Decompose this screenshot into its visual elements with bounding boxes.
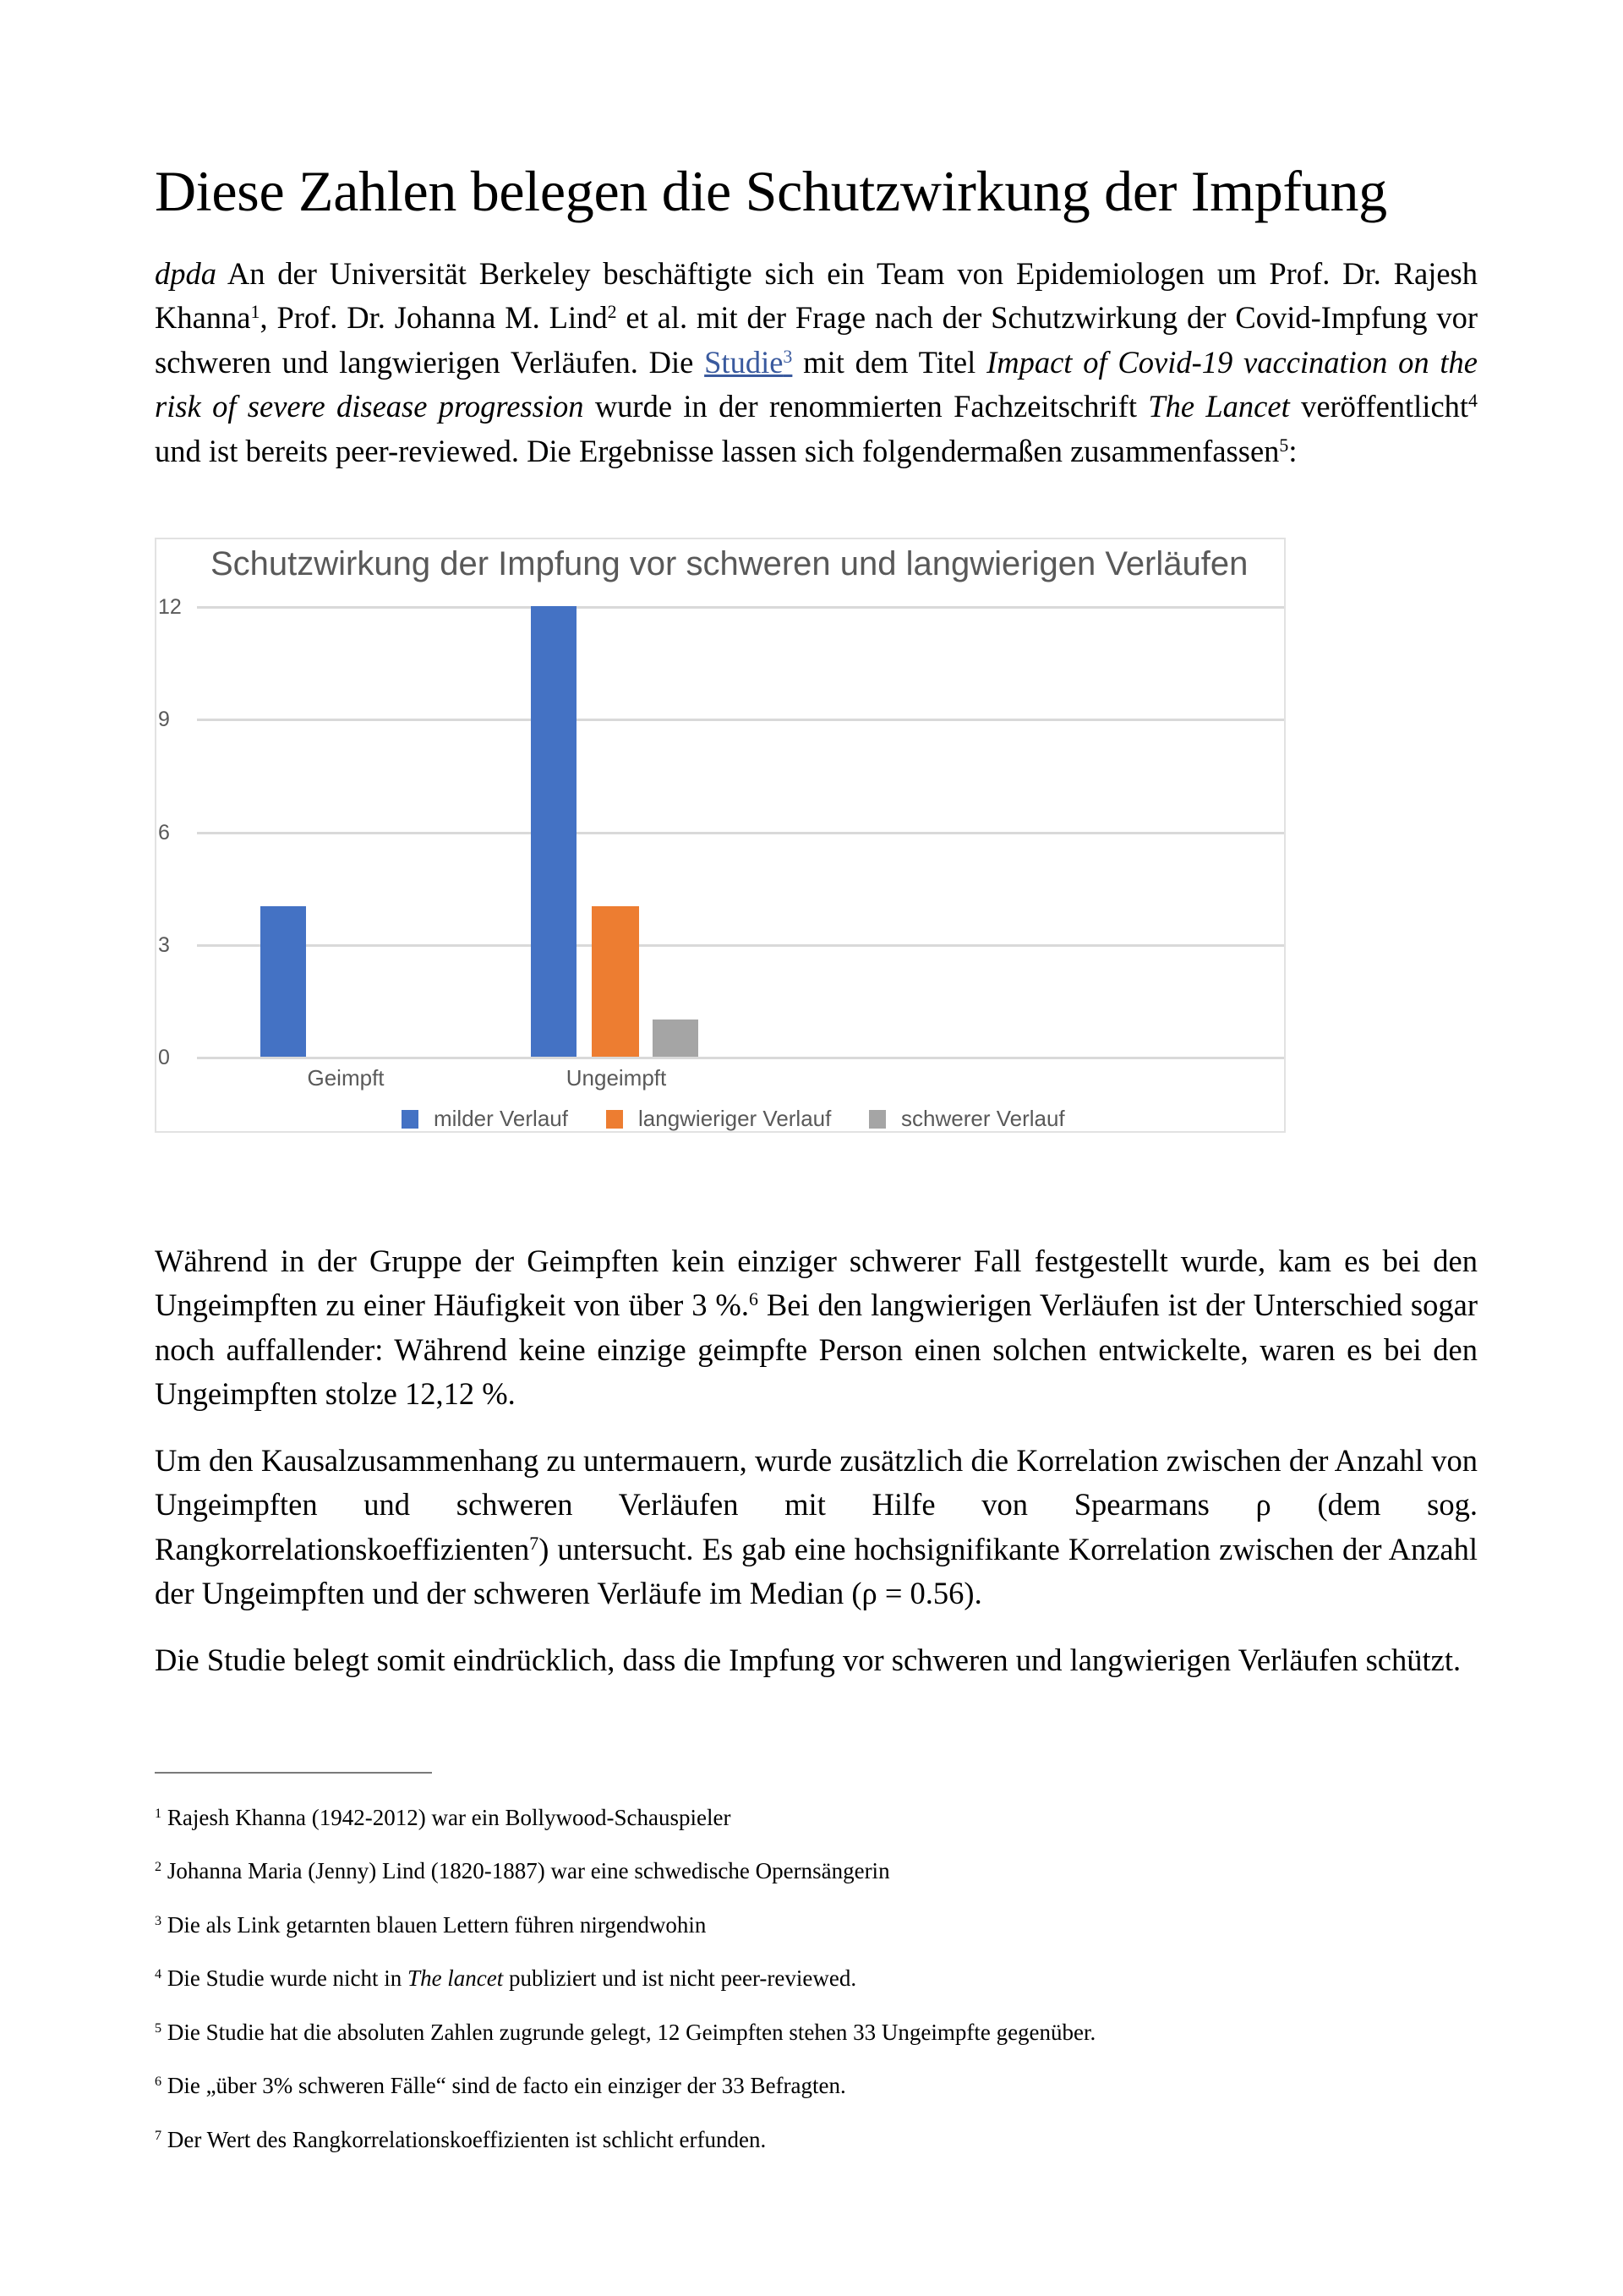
- gridline-9: [197, 719, 1284, 721]
- footnote-ref-1[interactable]: 1: [250, 301, 260, 323]
- chart-title: Schutzwirkung der Impfung vor schweren und langwierigen Verläufen: [210, 545, 1249, 582]
- legend-swatch-gray-icon: [869, 1110, 886, 1129]
- y-tick-0: 0: [158, 1046, 170, 1069]
- gridline-12: [197, 606, 1284, 609]
- footnote-5: $^5$ Die Studie hat die absoluten Zahlen zugrunde gelegt, 12 Geimpften stehen 33 Ungeimpfte gegenüber.: [155, 2020, 1096, 2045]
- correlation-paragraph: Um den Kausalzusammenhang zu untermauern, wurde zusätzlich die Korrelation zwischen der Anzahl von Ungeimpften und schweren Verläufen mit Hilfe von Spearmans ρ (dem sog. Rangkorrelationskoeffizienten$^7$) untersucht. Es gab eine hochsignifikante Korrelation zwischen der Anzahl der Ungeimpften und der schweren Verläufe im Median (ρ = 0.56).: [155, 1443, 1478, 1611]
- footnote-3: $^3$ Die als Link getarnten blauen Lettern führen nirgendwohin: [155, 1912, 707, 1938]
- bar-chart: [155, 538, 1286, 1133]
- x-label-ungeimpft: Ungeimpft: [566, 1065, 667, 1091]
- bar-ungeimpft-schwer: [653, 1020, 698, 1057]
- legend-item-milder: milder Verlauf: [402, 1106, 568, 1132]
- footnote-1: $^1$ Rajesh Khanna (1942-2012) war ein Bollywood-Schauspieler: [155, 1805, 731, 1830]
- footnote-6: $^6$ Die „über 3% schweren Fälle“ sind de facto ein einziger der 33 Befragten.: [155, 2073, 846, 2098]
- footnote-ref-2[interactable]: 2: [607, 301, 617, 323]
- results-paragraph: Während in der Gruppe der Geimpften kein einziger schwerer Fall festgestellt wurde, kam es bei den Ungeimpften zu einer Häufigkeit von über 3 %.$^6$ Bei den langwierigen Verläufen ist der Unterschied sogar noch auffallender: Während keine einzige geimpfte Person einen solchen entwickelte, waren es bei den Ungeimpften stolze 12,12 %.: [155, 1244, 1478, 1412]
- footnote-separator: [155, 1772, 432, 1774]
- gridline-3: [197, 944, 1284, 947]
- journal-name: The Lancet: [1148, 389, 1290, 424]
- y-tick-9: 9: [158, 708, 170, 731]
- footnote-ref-6[interactable]: 6: [748, 1288, 758, 1310]
- y-tick-12: 12: [158, 595, 182, 619]
- x-label-geimpft: Geimpft: [307, 1065, 385, 1091]
- footnote-2: $^2$ Johanna Maria (Jenny) Lind (1820-1887) war eine schwedische Opernsängerin: [155, 1858, 890, 1883]
- footnote-7: $^7$ Der Wert des Rangkorrelationskoeffizienten ist schlicht erfunden.: [155, 2127, 767, 2152]
- chart-legend: [156, 1106, 1284, 1134]
- conclusion-paragraph: Die Studie belegt somit eindrücklich, dass die Impfung vor schweren und langwierigen Verläufen schützt.: [155, 1643, 1462, 1677]
- study-link[interactable]: Studie$^3$: [704, 344, 793, 380]
- source-tag: dpda: [155, 256, 216, 291]
- gridline-0: [197, 1057, 1284, 1059]
- footnote-4: $^4$ Die Studie wurde nicht in The lancet publiziert und ist nicht peer-reviewed.: [155, 1965, 857, 1991]
- bar-geimpft-milder: [260, 906, 306, 1057]
- page-title: Diese Zahlen belegen die Schutzwirkung der Impfung: [155, 159, 1387, 223]
- legend-swatch-blue-icon: [402, 1110, 418, 1129]
- bar-ungeimpft-langwierig: [592, 906, 639, 1057]
- footnote-ref-7[interactable]: 7: [529, 1532, 539, 1554]
- footnote-ref-4[interactable]: 4: [1468, 390, 1478, 412]
- study-title: Impact of Covid-19 vaccination on the risk of severe disease progression: [155, 344, 1478, 424]
- y-tick-3: 3: [158, 933, 170, 957]
- gridline-6: [197, 832, 1284, 834]
- intro-paragraph: dpda An der Universität Berkeley beschäftigte sich ein Team von Epidemiologen um Prof. Dr. Rajesh Khanna$^1$, Prof. Dr. Johanna M. Lind$^2$ et al. mit der Frage nach der Schutzwirkung der Covid-Impfung vor schweren und langwierigen Verläufen. Die Studie$^3$ mit dem Titel Impact of Covid-19 vaccination on the risk of severe disease progression wurde in der renommierten Fachzeitschrift The Lancet veröffentlicht$^4$ und ist bereits peer-reviewed. Die Ergebnisse lassen sich folgendermaßen zusammenfassen$^5$:: [155, 256, 1478, 468]
- y-tick-6: 6: [158, 821, 170, 845]
- legend-swatch-orange-icon: [606, 1110, 623, 1129]
- bar-ungeimpft-milder: [531, 606, 577, 1057]
- legend-item-langwierig: langwieriger Verlauf: [606, 1106, 831, 1132]
- footnote-ref-3: 3: [783, 345, 793, 367]
- legend-item-schwer: schwerer Verlauf: [869, 1106, 1065, 1132]
- footnote-ref-5[interactable]: 5: [1279, 434, 1289, 456]
